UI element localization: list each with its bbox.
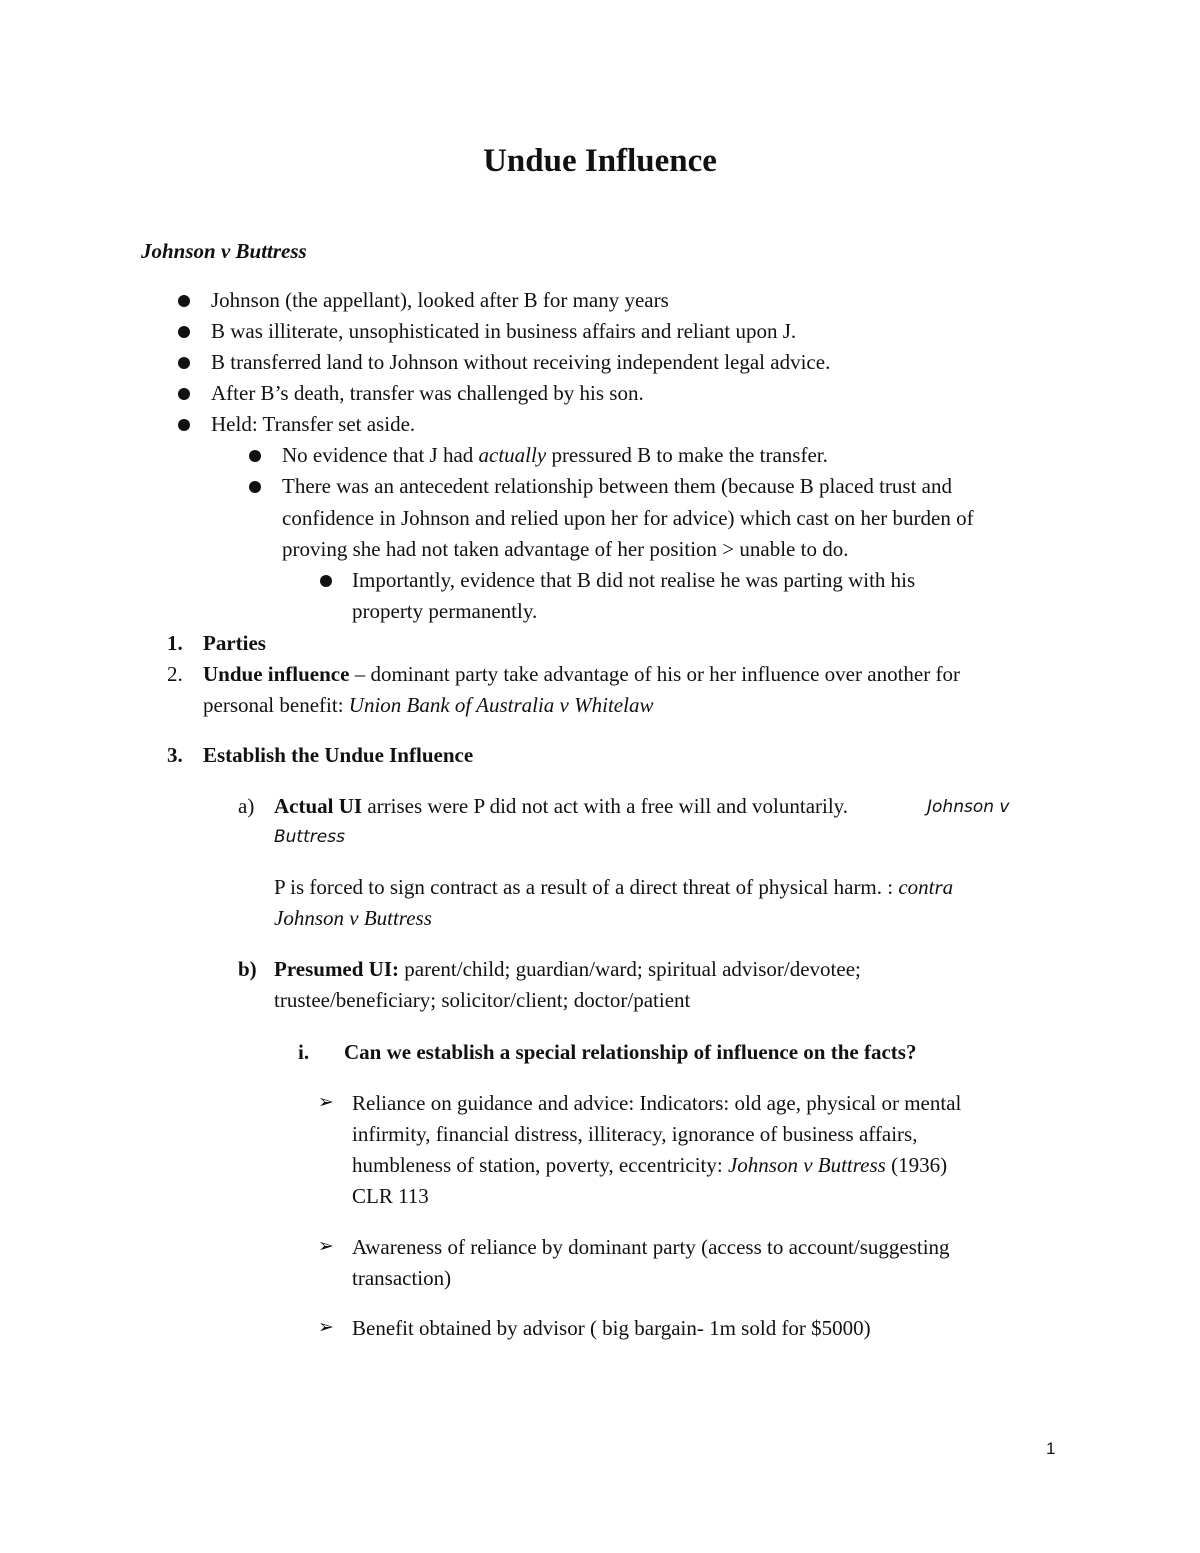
arrow-item-text: Awareness of reliance by dominant party (access to account/suggesting [352,1235,950,1259]
emphasis: actually [478,443,547,467]
arrow-item-text-continued: transaction) [352,1266,452,1290]
subsublist-marker: i. [298,1040,310,1064]
bullet-icon [178,388,190,400]
bullet-text: Johnson (the appellant), looked after B for many years [211,288,669,312]
bullet-text: B transferred land to Johnson without receiving independent legal advice. [211,350,831,374]
bullet-text: After B’s death, transfer was challenged by his son. [211,381,644,405]
bullet-icon [320,575,332,587]
bullet-text-continued: property permanently. [352,599,538,623]
bullet-text: There was an antecedent relationship between them (because B placed trust and [282,474,952,498]
arrow-bullet-icon: ➢ [318,1316,334,1338]
case-citation: Johnson v Buttress [274,906,432,930]
paragraph-text: P is forced to sign contract as a result of a direct threat of physical harm. : contra [274,875,954,899]
page-number: 1 [1046,1439,1056,1458]
bullet-text: B was illiterate, unsophisticated in business affairs and reliant upon J. [211,319,797,343]
list-item-undue-influence: Undue influence – dominant party take advantage of his or her influence over another for [203,662,960,686]
bullet-icon [178,419,190,431]
list-heading-parties: Parties [203,631,266,655]
case-citation-continued: Buttress [274,827,345,847]
arrow-item-text: Reliance on guidance and advice: Indicators: old age, physical or mental [352,1091,962,1115]
arrow-item-text-continued: CLR 113 [352,1184,429,1208]
arrow-bullet-icon: ➢ [318,1235,334,1257]
arrow-item-text-continued: infirmity, financial distress, illiteracy, ignorance of business affairs, [352,1122,918,1146]
arrow-item-text-continued: humbleness of station, poverty, eccentricity: Johnson v Buttress (1936) [352,1153,948,1177]
page-title: Undue Influence [483,143,717,179]
bullet-text-continued: proving she had not taken advantage of her position > unable to do. [282,537,849,561]
actual-ui-text: Actual UI arrises were P did not act with a free will and voluntarily. [274,794,849,818]
list-number: 3. [167,743,183,767]
bullet-text: Held: Transfer set aside. [211,412,416,436]
bullet-icon [178,357,190,369]
presumed-ui-text: Presumed UI: parent/child; guardian/ward; spiritual advisor/devotee; [274,957,861,981]
case-citation: Johnson v Buttress [727,1153,886,1177]
list-item-continued: personal benefit: Union Bank of Australia v Whitelaw [203,693,654,717]
case-citation: Union Bank of Australia v Whitelaw [348,693,654,717]
case-heading: Johnson v Buttress [141,239,307,263]
sublist-marker: a) [238,794,255,818]
list-number: 1. [167,631,183,655]
bullet-icon [249,481,261,493]
arrow-bullet-icon: ➢ [318,1091,334,1113]
list-number: 2. [167,662,183,686]
arrow-item-text: Benefit obtained by advisor ( big bargain- 1m sold for $5000) [352,1316,871,1340]
presumed-ui-text-continued: trustee/beneficiary; solicitor/client; doctor/patient [274,988,691,1012]
bullet-text: No evidence that J had actually pressured B to make the transfer. [282,443,828,467]
case-citation: Johnson v [927,797,1010,817]
bullet-icon [249,450,261,462]
bullet-icon [178,326,190,338]
list-heading-establish: Establish the Undue Influence [203,743,474,767]
sublist-marker: b) [238,957,257,981]
bullet-text: Importantly, evidence that B did not realise he was parting with his [352,568,916,592]
bullet-icon [178,295,190,307]
bullet-text-continued: confidence in Johnson and relied upon her for advice) which cast on her burden of [282,506,974,530]
special-relationship-heading: Can we establish a special relationship of influence on the facts? [344,1040,917,1064]
